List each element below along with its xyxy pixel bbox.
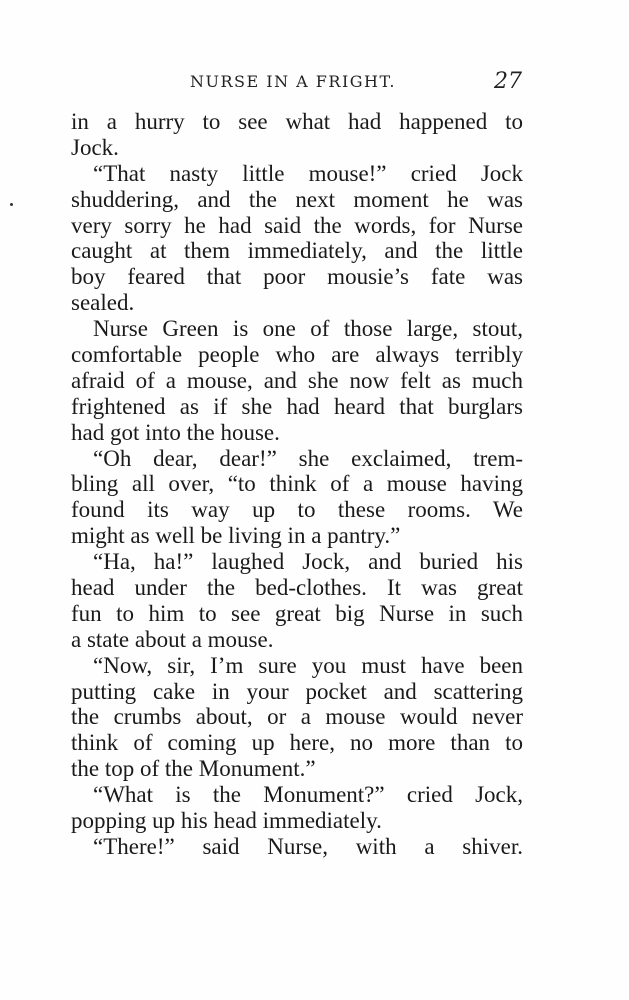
text-line: afraid of a mouse, and she now felt as much [71, 367, 523, 393]
text-line: “What is the Monument?” cried Jock, [93, 782, 523, 808]
page-number: 27 [494, 69, 522, 94]
text-line: very sorry he had said the words, for Nurse [71, 212, 523, 238]
text-line: “Ha, ha!” laughed Jock, and buried his [93, 549, 523, 575]
text-line: in a hurry to see what had happened to [71, 109, 523, 134]
running-head [72, 68, 522, 96]
margin-dot-mark [10, 203, 13, 206]
text-line: the crumbs about, or a mouse would never [71, 704, 523, 730]
text-line: boy feared that poor mousie’s fate was [71, 264, 523, 290]
text-line: bling all over, “to think of a mouse having [71, 471, 523, 497]
text-line: “That nasty little mouse!” cried Jock [93, 160, 523, 186]
text-line: head under the bed-clothes. It was great [71, 575, 523, 601]
text-line: had got into the house. [71, 419, 280, 445]
body-text [71, 109, 523, 860]
text-line: found its way up to these rooms. We [71, 497, 523, 523]
text-line: “Now, sir, I’m sure you must have been [93, 652, 523, 678]
text-line: “There!” said Nurse, with a shiver. [93, 833, 523, 859]
running-title: NURSE IN A FRIGHT. [190, 72, 396, 91]
text-line: comfortable people who are always terribly [71, 342, 523, 368]
text-line: caught at them immediately, and the little [71, 238, 523, 264]
text-line: shuddering, and the next moment he was [71, 186, 523, 212]
text-line: fun to him to see great big Nurse in such [71, 600, 523, 626]
text-line: the top of the Monument.” [71, 756, 316, 782]
text-line: popping up his head immediately. [71, 808, 382, 834]
text-line: might as well be living in a pantry.” [71, 523, 401, 549]
text-line: sealed. [71, 290, 135, 316]
text-line: a state about a mouse. [71, 626, 274, 652]
text-line: Nurse Green is one of those large, stout, [93, 316, 523, 342]
text-line: “Oh dear, dear!” she exclaimed, trem- [93, 445, 523, 471]
text-line: Jock. [71, 134, 119, 160]
text-line: think of coming up here, no more than to [71, 730, 523, 756]
text-line: frightened as if she had heard that burglars [71, 393, 523, 419]
text-line: putting cake in your pocket and scattering [71, 678, 523, 704]
